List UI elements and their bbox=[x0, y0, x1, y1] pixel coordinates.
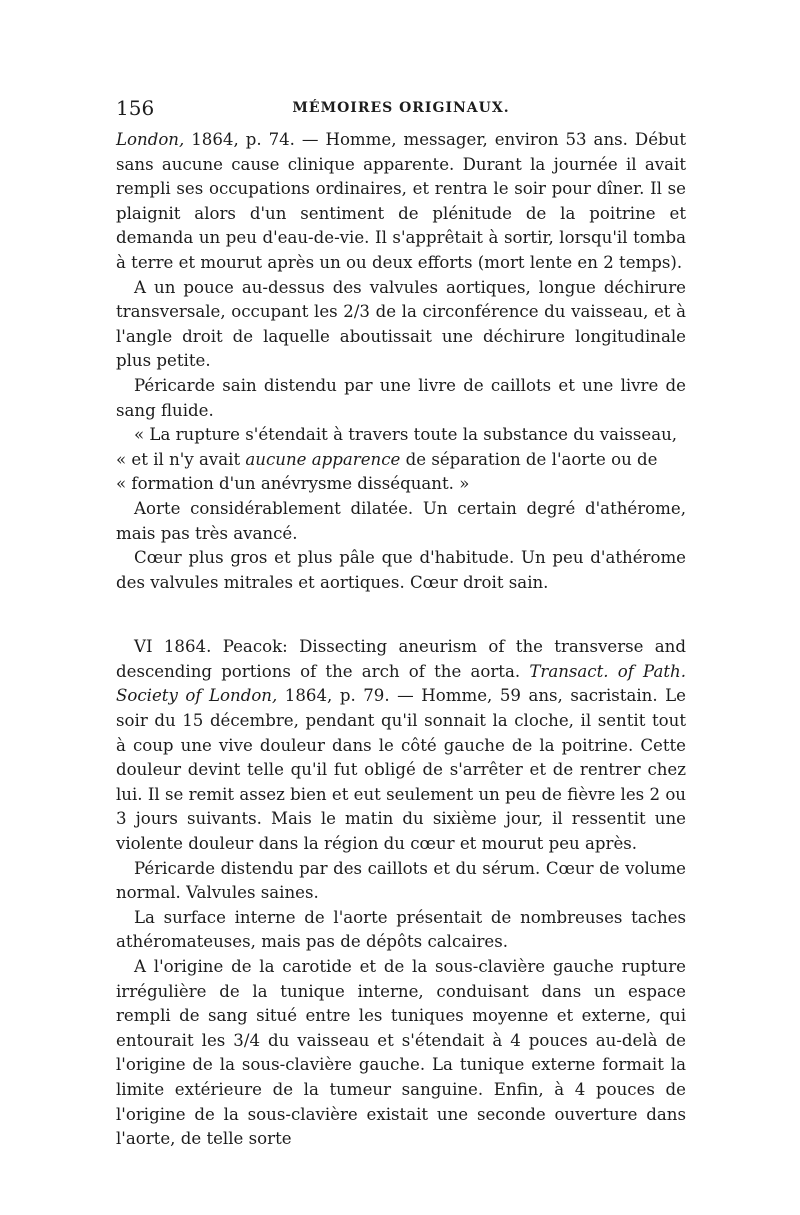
page-number: 156 bbox=[116, 96, 155, 120]
section-gap bbox=[116, 595, 686, 635]
body-text bbox=[116, 128, 686, 1152]
case-a-quote-line-2: « et il n'y avait aucune apparence de séparation de l'aorte ou de bbox=[116, 449, 658, 469]
case-a-quote-line-3: « formation d'un anévrysme disséquant. » bbox=[116, 474, 470, 494]
case-a-paragraph-1: London, 1864, p. 74. — Homme, messager, environ 53 ans. Début sans aucune cause clinique apparente. Durant la journée il avait rempli ses occupations ordinaires, et rentra le soir pour dîner. Il se plaignit alors d'un sentiment de plénitude de la poitrine et demanda un peu d'eau-de-vie. Il s'apprêtait à sortir, lorsqu'il tomba à terre et mourut après un ou deux efforts (mort lente en 2 temps). bbox=[116, 130, 686, 272]
source-italic: London, bbox=[116, 130, 185, 149]
case-b-paragraph-1: VI 1864. Peacok: Dissecting aneurism of the transverse and descending portions of the arch of the aorta. Transact. of Path. Society of London, 1864, p. 79. — Homme, 59 ans, sacristain. Le soir du 15 décembre, pendant qu'il sonnait la cloche, il sentit tout à coup une vive douleur dans le côté gauche de la poitrine. Cette douleur devint telle qu'il fut obligé de s'arrêter et de rentrer chez lui. Il se remit assez bien et eut seulement un peu de fièvre les 2 ou 3 jours suivants. Mais le matin du sixième jour, il ressentit une violente douleur dans la région du cœur et mourut peu après. bbox=[116, 637, 687, 854]
page-header bbox=[116, 96, 686, 122]
case-a-paragraph-4: Aorte considérablement dilatée. Un certain degré d'athérome, mais pas très avancé. bbox=[116, 498, 686, 543]
case-a-quote-line-1: « La rupture s'étendait à travers toute la substance du vaisseau, bbox=[134, 425, 678, 445]
case-a-paragraph-3: Péricarde sain distendu par une livre de caillots et une livre de sang fluide. bbox=[116, 375, 686, 420]
case-b-paragraph-3: La surface interne de l'aorte présentait de nombreuses taches athéromateuses, mais pas de dépôts calcaires. bbox=[116, 907, 686, 952]
case-b-paragraph-4: A l'origine de la carotide et de la sous-clavière gauche rupture irrégulière de la tunique interne, conduisant dans un espace rempli de sang situé entre les tuniques moyenne et externe, qui entourait les 3/4 du vaisseau et s'étendait à 4 pouces au-delà de l'origine de la sous-clavière gauche. La tunique externe formait la limite extérieure de la tumeur sanguine. Enfin, à 4 pouces de l'origine de la sous-clavière existait une seconde ouverture dans l'aorte, de telle sorte bbox=[116, 957, 686, 1149]
case-a-paragraph-5: Cœur plus gros et plus pâle que d'habitude. Un peu d'athérome des valvules mitrales et aortiques. Cœur droit sain. bbox=[116, 548, 686, 592]
case-b-paragraph-2: Péricarde distendu par des caillots et du sérum. Cœur de volume normal. Valvules saines. bbox=[116, 858, 686, 903]
journal-italic: Transact. of Path. Society of London, bbox=[116, 661, 686, 706]
running-head: MÉMOIRES ORIGINAUX. bbox=[292, 100, 510, 116]
case-a-paragraph-2: A un pouce au-dessus des valvules aortiques, longue déchirure transversale, occupant les 2/3 de la circonférence du vaisseau, et à l'angle droit de laquelle aboutissait une déchirure longitudinale plus petite. bbox=[116, 277, 686, 371]
